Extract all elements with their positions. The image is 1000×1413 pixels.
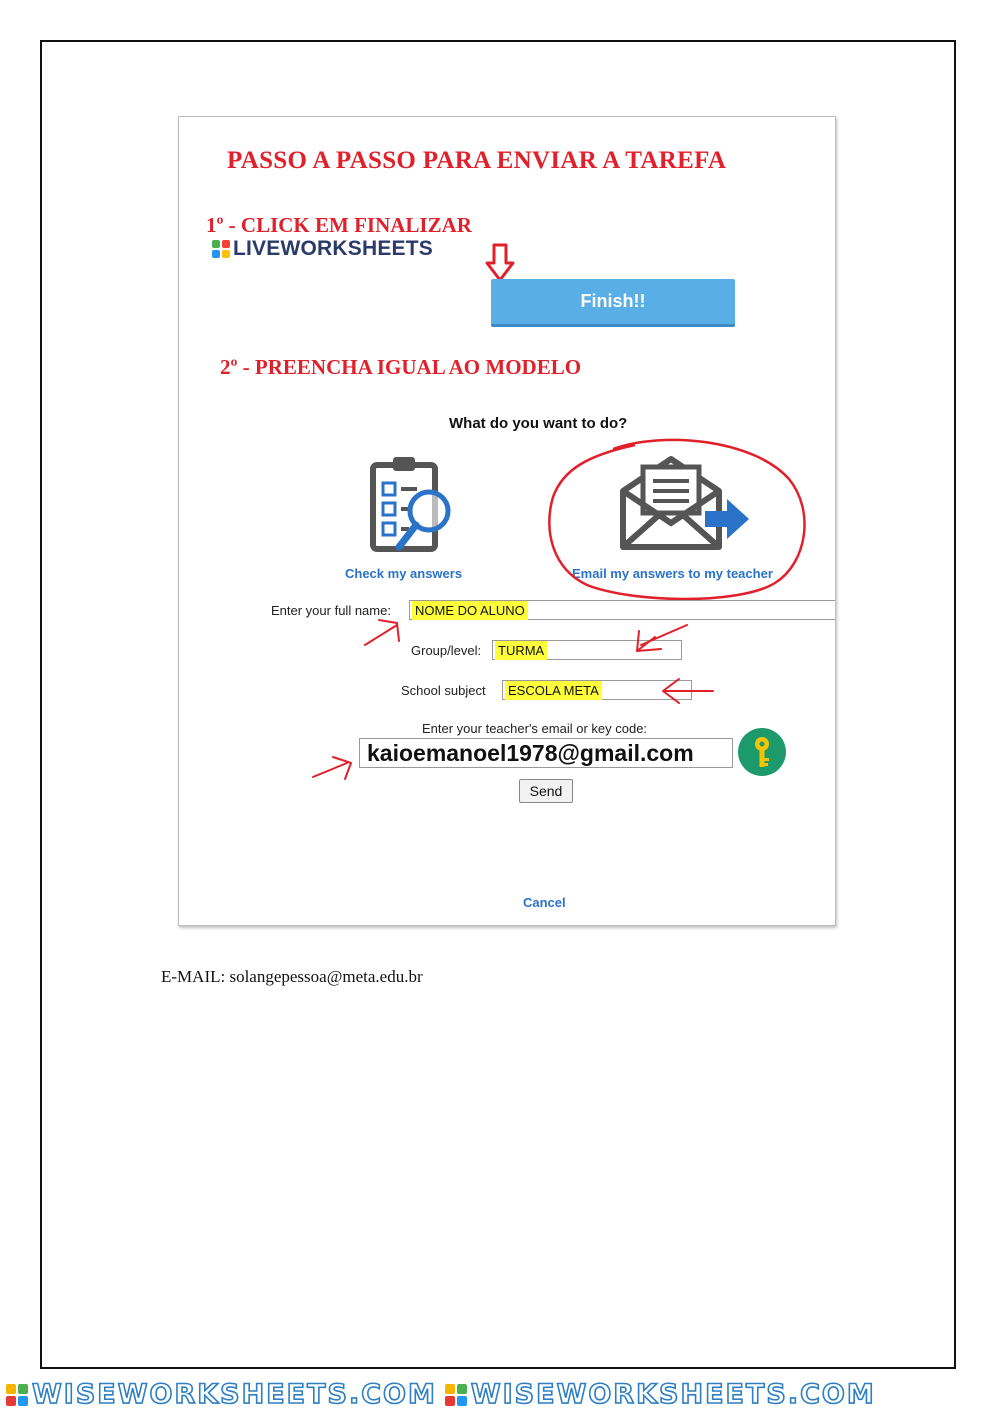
brand-logo-text: WISEWORKSHEETS.COM <box>470 1379 876 1410</box>
school-subject-label: School subject <box>401 683 486 698</box>
brand-strip <box>0 1378 1000 1411</box>
brand-logo-icon <box>445 1384 467 1406</box>
teacher-email-input[interactable]: kaioemanoel1978@gmail.com <box>359 738 733 768</box>
instruction-title: PASSO A PASSO PARA ENVIAR A TAREFA <box>227 147 727 174</box>
brand-logo-text: WISEWORKSHEETS.COM <box>32 1379 437 1410</box>
brand-logo <box>6 1379 437 1410</box>
email-answers-option[interactable]: Email my answers to my teacher <box>572 566 773 581</box>
annotation-arrows <box>179 117 836 926</box>
school-subject-value: ESCOLA META <box>505 681 602 700</box>
brand-logo <box>445 1379 876 1410</box>
step-two-text: 2º - PREENCHA IGUAL AO MODELO <box>220 355 582 379</box>
brand-logo-icon <box>6 1384 28 1406</box>
liveworksheets-logo-text: LIVEWORKSHEETS <box>233 237 433 260</box>
dialog-question: What do you want to do? <box>449 415 628 432</box>
full-name-value: NOME DO ALUNO <box>412 601 528 620</box>
step-one-text: 1º - CLICK EM FINALIZAR <box>206 213 472 237</box>
teacher-email-label: Enter your teacher's email or key code: <box>422 721 648 736</box>
group-level-value: TURMA <box>495 641 547 660</box>
check-answers-option[interactable]: Check my answers <box>345 566 463 581</box>
group-level-label: Group/level: <box>411 643 482 658</box>
full-name-label: Enter your full name: <box>271 603 391 618</box>
instruction-screenshot <box>178 116 836 926</box>
cancel-link[interactable]: Cancel <box>523 895 566 910</box>
send-button[interactable]: Send <box>519 779 573 803</box>
finish-button[interactable]: Finish!! <box>491 279 735 327</box>
footer-email: E-MAIL: solangepessoa@meta.edu.br <box>161 967 423 986</box>
